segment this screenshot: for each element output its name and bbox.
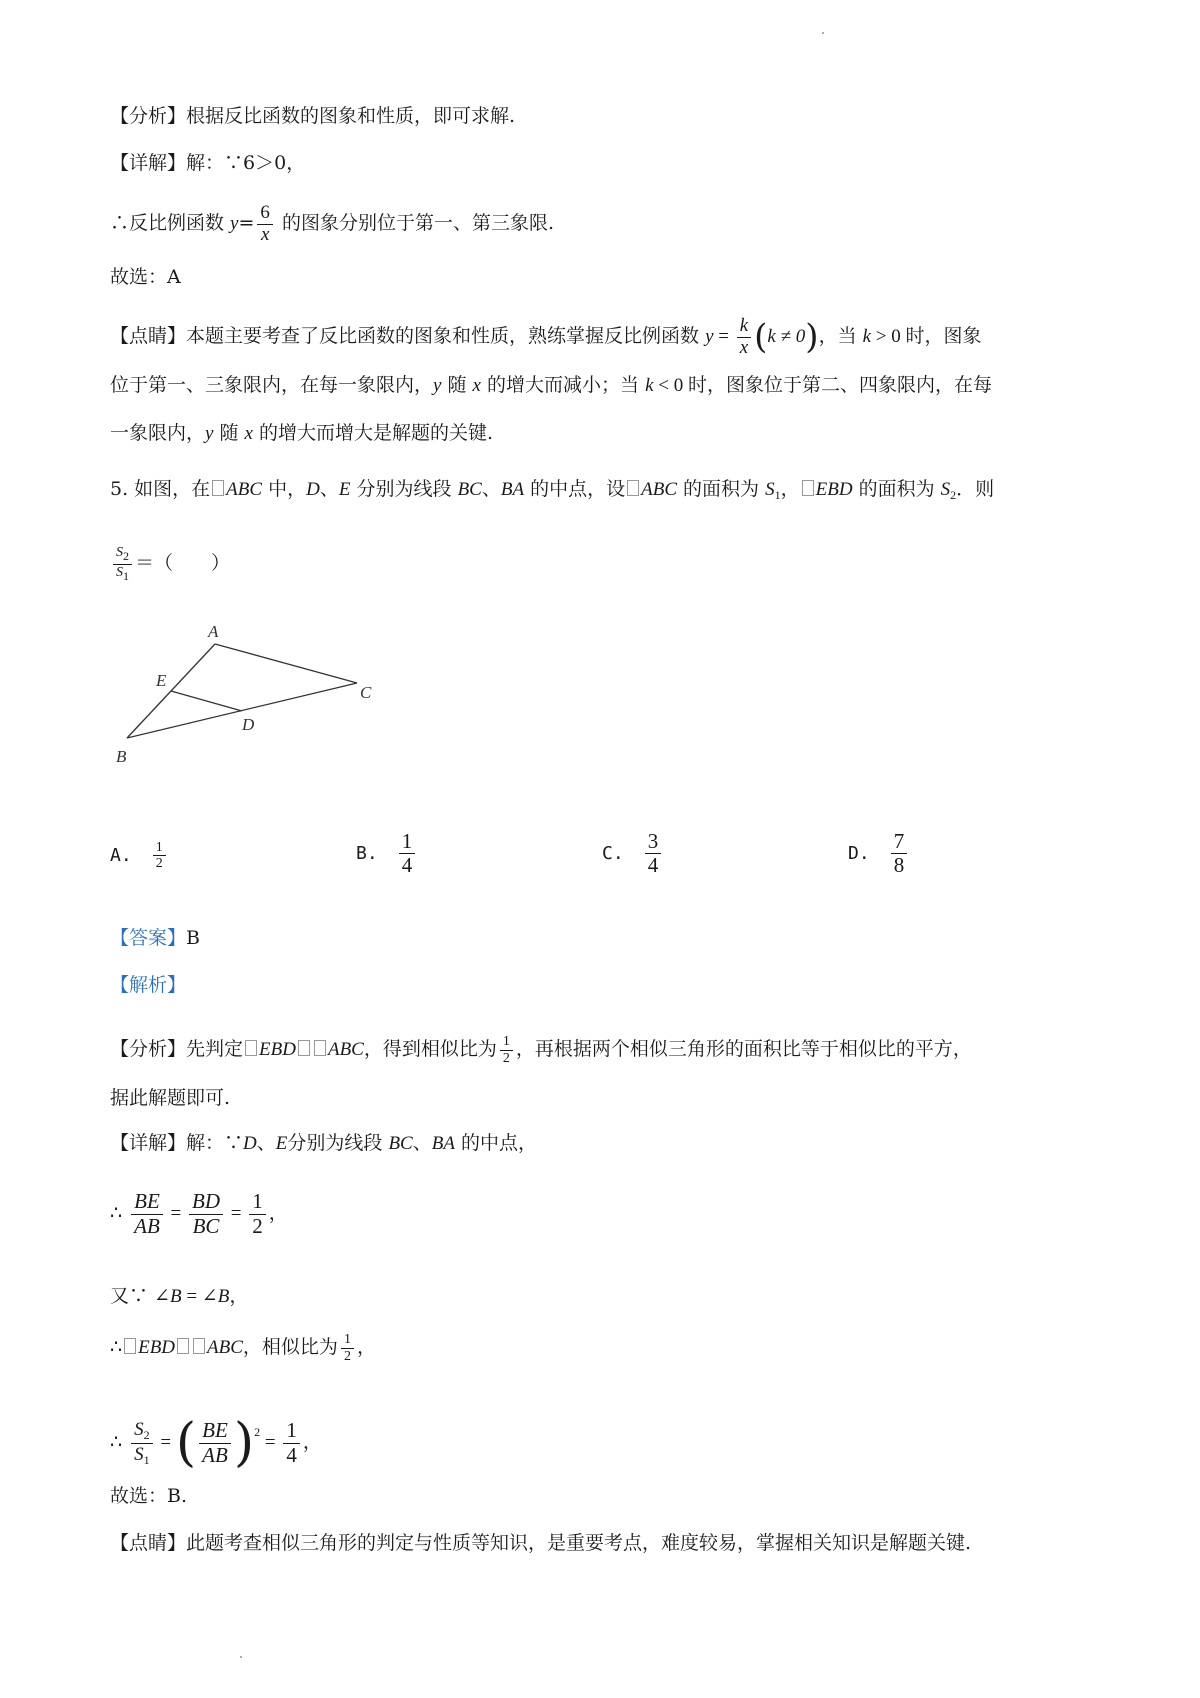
var-y: y — [705, 326, 714, 347]
analysis-line-1 — [110, 103, 515, 129]
choice-text: 故选：A — [110, 266, 181, 288]
triangle-name: ABC — [226, 479, 263, 500]
frac-den: 4 — [286, 1442, 297, 1467]
option-label: C. — [602, 843, 624, 865]
equation-ratio — [110, 1183, 288, 1244]
triangle-symbol-icon — [314, 1040, 326, 1056]
comment-text: 位于第一、三象限内，在每一象限内， — [110, 374, 434, 396]
q-text: 分别为线段 — [350, 478, 458, 500]
triangle-symbol-icon — [193, 1338, 205, 1354]
paren-open: ( — [754, 317, 768, 357]
comment-tag: 【点睛】 — [110, 325, 187, 347]
frac-den: 8 — [893, 853, 905, 878]
frac-den — [131, 1444, 153, 1467]
point-label: E — [275, 1133, 288, 1154]
frac-num: 1 — [283, 1419, 300, 1443]
scan-dot-top — [822, 32, 824, 34]
q-text: 的中点，设 — [524, 478, 626, 500]
choice-text: 故选：B. — [110, 1485, 188, 1507]
equals: = — [181, 1286, 202, 1307]
option-label: D. — [848, 843, 870, 865]
similar-symbol-icon — [177, 1338, 189, 1354]
var-x: x — [244, 423, 253, 444]
comment-text: 随 — [213, 422, 245, 444]
equals: = — [155, 1432, 176, 1453]
frac-num: 7 — [891, 830, 908, 854]
answer-tag: 【答案】 — [110, 927, 187, 949]
equation-angle — [110, 1283, 248, 1310]
var-k: k — [862, 326, 872, 347]
condition: k ≠ 0 — [767, 326, 806, 347]
option-c[interactable] — [602, 830, 664, 877]
question-5-line-1 — [110, 476, 994, 508]
q-text: ， — [780, 478, 800, 500]
fraction-1-2 — [500, 1034, 513, 1066]
q-text: 、 — [481, 478, 501, 500]
triangle-symbol-icon — [212, 480, 224, 496]
therefore-symbol: ∴ — [110, 1336, 123, 1358]
less-than-zero: < 0 — [653, 375, 688, 396]
detail-text: 、 — [256, 1132, 276, 1154]
paren-close: ) — [805, 317, 819, 357]
segment-label: BC — [457, 479, 482, 500]
option-b[interactable] — [356, 830, 418, 877]
fraction-be-ab — [199, 1419, 231, 1466]
frac-den: 4 — [401, 853, 413, 878]
comment-text: 时，图象 — [905, 325, 982, 347]
analysis-text: 先判定 — [186, 1038, 244, 1060]
triangle-name: EBD — [138, 1337, 176, 1358]
similar-symbol-icon — [298, 1040, 310, 1056]
comment-text: 的增大而减小；当 — [480, 374, 646, 396]
q-text: 5. 如图，在 — [110, 478, 211, 500]
frac-num: 1 — [341, 1332, 354, 1348]
choice-line-1 — [110, 264, 181, 290]
comment-tag: 【点睛】 — [110, 1532, 187, 1554]
answer-line — [110, 925, 200, 951]
question-5-line-2 — [110, 538, 230, 588]
triangle-symbol-icon — [245, 1040, 257, 1056]
q-text: ．则 — [956, 478, 995, 500]
frac-num: 1 — [153, 840, 166, 856]
analysis-line-2 — [110, 1024, 972, 1075]
subscript: 1 — [123, 568, 129, 583]
equals: = — [238, 212, 255, 234]
frac-num — [113, 545, 132, 564]
analysis-text: ，得到相似比为 — [363, 1038, 497, 1060]
var-y: y — [230, 213, 239, 234]
paren-open: ( — [175, 1413, 197, 1473]
exponent: 2 — [254, 1425, 261, 1439]
comment-text: ，当 — [818, 325, 863, 347]
label-c: C — [360, 683, 372, 702]
frac-num: 3 — [645, 830, 662, 854]
label-b: B — [116, 747, 127, 766]
therefore-pre: ∴反比例函数 — [110, 212, 231, 234]
analysis-text: 据此解题即可. — [110, 1087, 231, 1109]
area-symbol: S — [134, 1419, 144, 1441]
comment-line-1 — [110, 308, 982, 365]
var-y: y — [205, 423, 214, 444]
triangle-name: ABC — [207, 1337, 243, 1358]
fraction-1-2 — [249, 1190, 266, 1237]
comma: ， — [268, 1202, 288, 1224]
q-text: 中， — [262, 478, 307, 500]
option-label: A. — [110, 845, 132, 867]
greater-than-zero: > 0 — [871, 326, 906, 347]
triangle-symbol-icon — [627, 480, 639, 496]
comment-text: 此题考查相似三角形的判定与性质等知识，是重要考点，难度较易，掌握相关知识是解题关键. — [186, 1532, 972, 1554]
q-text: 的面积为 — [852, 478, 941, 500]
q-text: 的面积为 — [677, 478, 766, 500]
fraction-be-ab — [131, 1190, 163, 1237]
frac-den: x — [739, 336, 749, 358]
area-symbol: S — [134, 1443, 144, 1465]
triangle-figure — [110, 620, 390, 770]
angle: ∠B — [201, 1286, 230, 1307]
equation-area-ratio — [110, 1400, 322, 1475]
detail-line-2 — [110, 1130, 537, 1157]
subscript: 1 — [143, 1452, 150, 1467]
frac-den: 2 — [155, 856, 163, 872]
fraction-k-over-x — [737, 316, 751, 359]
detail-text: 、 — [412, 1132, 432, 1154]
jiexi-tag: 【解析】 — [110, 974, 187, 996]
therefore-post: 的图象分别位于第一、第三象限. — [275, 212, 554, 234]
label-d: D — [242, 715, 255, 734]
frac-num: k — [737, 316, 751, 338]
var-x: x — [472, 375, 481, 396]
subscript: 2 — [143, 1428, 150, 1443]
fraction-s2-over-s1 — [113, 545, 132, 582]
frac-num: 1 — [500, 1034, 513, 1050]
because-text: 又∵ — [110, 1285, 155, 1307]
triangle-name: ABC — [327, 1039, 364, 1060]
fraction-bd-bc — [189, 1190, 223, 1237]
triangle-symbol-icon — [802, 480, 814, 496]
label-e: E — [156, 671, 167, 690]
subscript: 2 — [123, 549, 129, 564]
option-label: B. — [356, 843, 378, 865]
therefore-symbol: ∴ — [110, 1202, 129, 1224]
var-y: y — [433, 375, 442, 396]
option-fraction — [645, 830, 662, 877]
fraction-1-2 — [341, 1332, 354, 1364]
detail-line-1 — [110, 150, 305, 176]
segment-label: BA — [431, 1133, 455, 1154]
comment-text: 一象限内， — [110, 422, 206, 444]
therefore-line-1 — [110, 195, 554, 252]
frac-den: x — [260, 223, 270, 245]
triangle-name: EBD — [259, 1039, 296, 1060]
frac-num: 1 — [249, 1190, 266, 1214]
comment-line-final — [110, 1530, 971, 1556]
comment-line-2 — [110, 372, 992, 399]
point-label: D — [243, 1133, 257, 1154]
triangle-symbol-icon — [124, 1338, 136, 1354]
fraction-6-over-x — [257, 203, 273, 246]
detail-text: 分别为线段 — [287, 1132, 389, 1154]
option-fraction — [153, 840, 166, 872]
frac-den: 4 — [647, 853, 659, 878]
option-fraction — [891, 830, 908, 877]
label-a: A — [208, 622, 219, 641]
comment-text: 时，图象位于第二、四象限内，在每 — [687, 374, 992, 396]
detail-text: 解：∵ — [186, 1132, 244, 1154]
var-k: k — [645, 375, 654, 396]
detail-text: 的中点， — [454, 1132, 537, 1154]
frac-den: 2 — [252, 1213, 263, 1238]
scan-dot-bottom — [240, 1656, 242, 1658]
area-symbol: S — [940, 479, 951, 500]
segment-ed — [171, 691, 242, 711]
analysis-text: ，再根据两个相似三角形的面积比等于相似比的平方， — [515, 1038, 972, 1060]
triangle-name: ABC — [641, 479, 678, 500]
comma: ， — [229, 1285, 249, 1307]
detail-tag: 【详解】 — [110, 152, 187, 174]
comment-text: 的增大而增大是解题的关键. — [252, 422, 494, 444]
q-blank: ＝（ ） — [135, 552, 231, 574]
subscript: 2 — [950, 488, 957, 502]
frac-den: 2 — [502, 1050, 510, 1066]
comment-text: 随 — [441, 374, 473, 396]
q-text: 、 — [319, 478, 339, 500]
comment-text: 本题主要考查了反比函数的图象和性质，熟练掌握反比例函数 — [186, 325, 706, 347]
frac-num: 6 — [257, 203, 273, 225]
equals: = — [260, 1432, 281, 1453]
comment-line-3 — [110, 420, 493, 447]
frac-num: BD — [189, 1190, 223, 1214]
fraction-s2-s1 — [131, 1419, 153, 1466]
segment-label: BA — [500, 479, 525, 500]
choice-line-2 — [110, 1483, 187, 1509]
area-symbol: S — [116, 564, 123, 580]
point-label: D — [306, 479, 320, 500]
analysis-tag: 【分析】 — [110, 1038, 187, 1060]
option-fraction — [399, 830, 416, 877]
detail-text: 解：∵6＞0， — [186, 152, 306, 174]
frac-den: AB — [202, 1442, 228, 1467]
triangle-name: EBD — [815, 479, 853, 500]
frac-den — [113, 565, 132, 583]
option-a[interactable] — [110, 840, 169, 872]
frac-den: 2 — [343, 1348, 351, 1364]
equals: = — [165, 1203, 187, 1224]
option-d[interactable] — [848, 830, 910, 877]
frac-num: 1 — [399, 830, 416, 854]
segment-label: BC — [388, 1133, 413, 1154]
area-symbol: S — [765, 479, 775, 500]
analysis-tag: 【分析】 — [110, 105, 187, 127]
paren-close: ) — [233, 1413, 255, 1473]
analysis-line-2b — [110, 1085, 230, 1111]
comma: ， — [302, 1431, 322, 1453]
detail-tag: 【详解】 — [110, 1132, 187, 1154]
therefore-symbol: ∴ — [110, 1431, 129, 1453]
frac-num: BE — [131, 1190, 163, 1214]
similar-text: ，相似比为 — [242, 1336, 338, 1358]
equation-similar — [110, 1322, 376, 1373]
equals: = — [226, 1203, 247, 1224]
area-symbol: S — [116, 545, 123, 561]
segment-ac — [215, 644, 357, 683]
fraction-1-4 — [283, 1419, 300, 1466]
answer-value: B — [186, 927, 200, 949]
jiexi-line — [110, 972, 186, 998]
frac-num: BE — [199, 1419, 231, 1443]
subscript: 1 — [774, 488, 781, 502]
point-label: E — [338, 479, 351, 500]
analysis-text: 根据反比函数的图象和性质，即可求解. — [186, 105, 516, 127]
frac-num — [131, 1419, 153, 1443]
comma: ， — [356, 1336, 376, 1358]
angle: ∠B — [154, 1286, 182, 1307]
equals: = — [713, 326, 734, 347]
frac-den: AB — [134, 1213, 160, 1238]
frac-den: BC — [192, 1213, 220, 1238]
